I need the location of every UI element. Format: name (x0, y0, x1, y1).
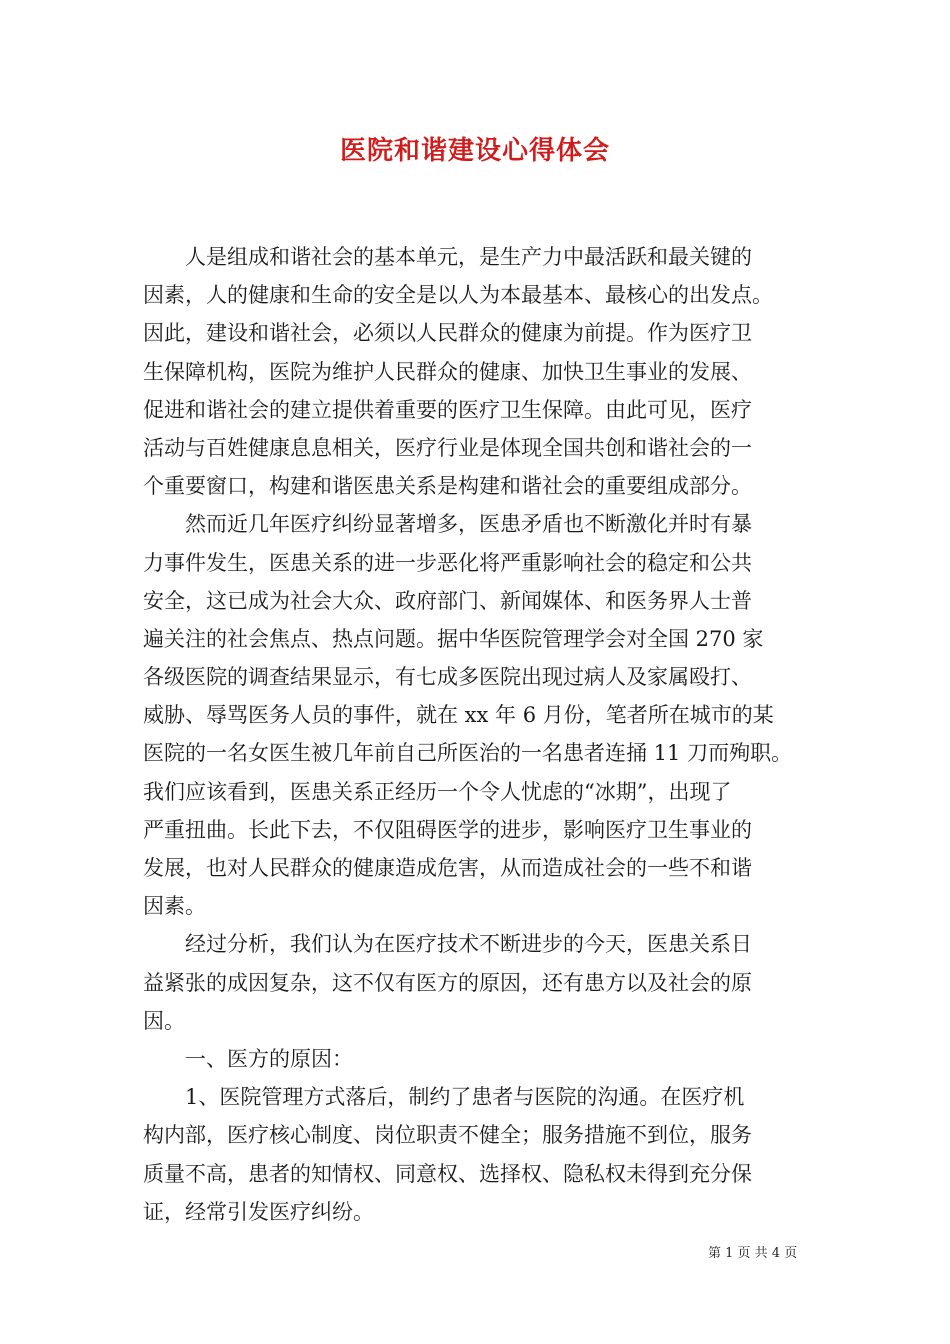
paragraph-line: 遍关注的社会焦点、热点问题。据中华医院管理学会对全国 270 家 (143, 626, 764, 651)
paragraph-line: 促进和谐社会的建立提供着重要的医疗卫生保障。由此可见，医疗 (143, 397, 752, 422)
document-body (143, 238, 809, 1231)
page-number: 第 1 页 共 4 页 (708, 1246, 798, 1261)
paragraph-line: 各级医院的调查结果显示，有七成多医院出现过病人及家属殴打、 (143, 665, 752, 690)
paragraph-line: 因素。 (143, 894, 206, 919)
paragraph-line: 证，经常引发医疗纠纷。 (143, 1199, 374, 1224)
paragraph-line: 威胁、辱骂医务人员的事件，就在 xx 年 6 月份，笔者所在城市的某 (143, 703, 774, 728)
paragraph-line: 个重要窗口，构建和谐医患关系是构建和谐社会的重要组成部分。 (143, 474, 752, 499)
paragraph-line: 力事件发生，医患关系的进一步恶化将严重影响社会的稳定和公共 (143, 550, 752, 575)
paragraph-line: 安全，这已成为社会大众、政府部门、新闻媒体、和医务界人士普 (143, 588, 752, 613)
paragraph-line: 生保障机构，医院为维护人民群众的健康、加快卫生事业的发展、 (143, 359, 752, 384)
paragraph-line: 人是组成和谐社会的基本单元，是生产力中最活跃和最关键的 (185, 245, 752, 269)
paragraph-line: 经过分析，我们认为在医疗技术不断进步的今天，医患关系日 (185, 932, 752, 957)
paragraph-line: 发展，也对人民群众的健康造成危害，从而造成社会的一些不和谐 (143, 856, 752, 880)
paragraph-line: 我们应该看到，医患关系正经历一个令人忧虑的“冰期”，出现了 (143, 779, 732, 804)
paragraph-line: 因此，建设和谐社会，必须以人民群众的健康为前提。作为医疗卫 (143, 321, 752, 346)
paragraph-line: 因素，人的健康和生命的安全是以人为本最基本、最核心的出发点。 (143, 283, 773, 308)
paragraph-line: 活动与百姓健康息息相关，医疗行业是体现全国共创和谐社会的一 (143, 435, 752, 460)
paragraph-line: 1、医院管理方式落后，制约了患者与医院的沟通。在医疗机 (185, 1085, 745, 1110)
paragraph-line: 然而近几年医疗纠纷显著增多，医患矛盾也不断激化并时有暴 (185, 512, 752, 537)
paragraph-line: 因。 (143, 1008, 185, 1033)
paragraph-line: 构内部，医疗核心制度、岗位职责不健全；服务措施不到位，服务 (143, 1123, 752, 1148)
paragraph-line: 益紧张的成因复杂，这不仅有医方的原因，还有患方以及社会的原 (143, 970, 752, 995)
section-heading: 一、医方的原因： (185, 1046, 353, 1071)
paragraph-line: 质量不高，患者的知情权、同意权、选择权、隐私权未得到充分保 (143, 1161, 752, 1186)
paragraph-line: 医院的一名女医生被几年前自己所医治的一名患者连捅 11 刀而殉职。 (143, 741, 793, 766)
document-title: 医院和谐建设心得体会 (339, 136, 610, 166)
paragraph-line: 严重扭曲。长此下去，不仅阻碍医学的进步，影响医疗卫生事业的 (143, 817, 752, 842)
